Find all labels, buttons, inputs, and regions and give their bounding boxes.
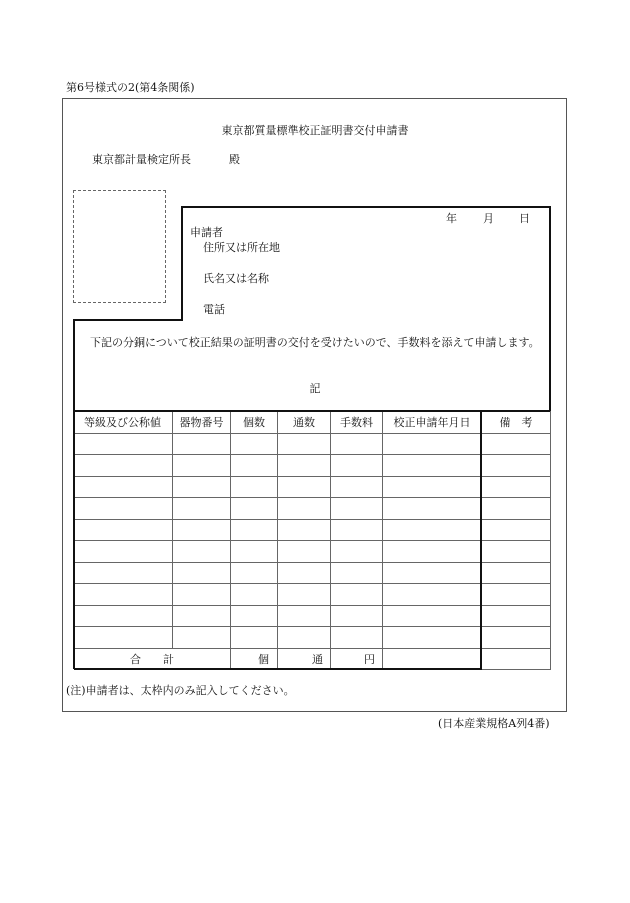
address-label: 住所又は所在地 [203, 241, 280, 254]
applicant-label: 申請者 [190, 226, 223, 239]
header-application-date: 校正申請年月日 [393, 416, 471, 429]
header-count: 個数 [243, 416, 265, 429]
header-remarks: 備 考 [499, 416, 533, 429]
document-title: 東京都質量標準校正証明書交付申請書 [221, 124, 409, 137]
paper-size-note: (日本産業規格A列4番) [438, 717, 550, 730]
header-serial-number: 器物番号 [179, 416, 224, 429]
fill-in-note: (注)申請者は、太枠内のみ記入してください。 [66, 684, 295, 697]
application-statement: 下記の分銅について校正結果の証明書の交付を受けたいので、手数料を添えて申請します。 [90, 336, 540, 349]
phone-label: 電話 [203, 303, 225, 316]
header-class-nominal: 等級及び公称値 [84, 416, 161, 429]
addressee-honorific: 殿 [229, 153, 240, 166]
total-fee-unit: 円 [364, 653, 375, 666]
date-month-label: 月 [483, 212, 494, 225]
date-day-label: 日 [519, 212, 530, 225]
addressee: 東京都計量検定所長 [92, 153, 191, 166]
header-copies: 通数 [293, 416, 315, 429]
date-year-label: 年 [446, 212, 457, 225]
name-label: 氏名又は名称 [203, 272, 269, 285]
form-number-label: 第6号様式の2(第4条関係) [66, 81, 195, 94]
total-count-unit: 個 [258, 653, 269, 666]
header-fee: 手数料 [340, 416, 373, 429]
ki-heading: 記 [309, 382, 321, 395]
total-copies-unit: 通 [312, 653, 323, 666]
total-label: 合 計 [130, 653, 174, 666]
